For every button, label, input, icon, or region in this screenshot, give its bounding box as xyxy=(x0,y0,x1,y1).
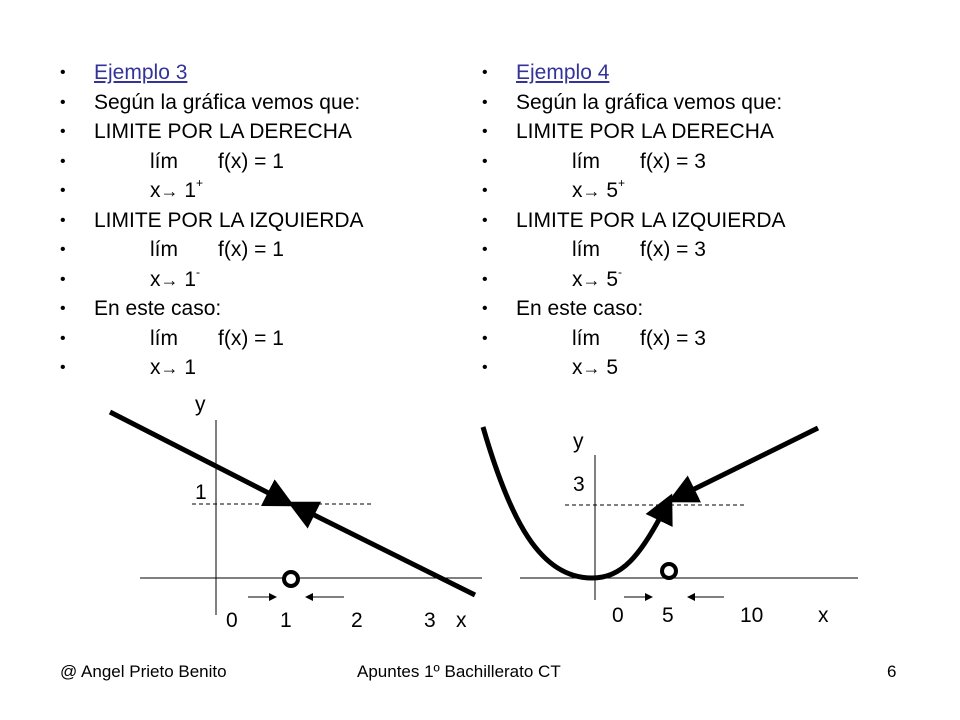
hole-marker xyxy=(284,572,298,586)
footer-author: @ Angel Prieto Benito xyxy=(60,662,227,681)
left-graph xyxy=(110,393,482,632)
x-var: x xyxy=(572,179,583,202)
case-text: En este caso: xyxy=(94,297,222,320)
bullet: • xyxy=(482,182,488,199)
bullet: • xyxy=(60,241,66,258)
approach-value: 5 xyxy=(606,267,619,291)
x-tick-label: 2 xyxy=(351,609,363,632)
lim-word: lím xyxy=(572,326,600,350)
footer-page-number: 6 xyxy=(887,662,897,681)
bullet: • xyxy=(482,241,488,258)
bullet: • xyxy=(60,152,66,170)
x-axis-label: x xyxy=(818,604,829,627)
example-title-link[interactable]: Ejemplo 3 xyxy=(94,61,188,84)
x-tick-label: 5 xyxy=(662,604,674,627)
right-arrow-icon: → xyxy=(582,269,601,290)
x-var: x xyxy=(572,356,583,379)
right-graph xyxy=(483,427,858,627)
example-title-link[interactable]: Ejemplo 4 xyxy=(516,61,610,84)
x-var: x xyxy=(150,356,161,379)
approach-value: 5 xyxy=(606,356,619,379)
approach-value: 5 xyxy=(606,179,619,202)
x-tick-label: 3 xyxy=(424,609,436,632)
left-limit-heading: LIMITE POR LA IZQUIERDA xyxy=(516,208,786,232)
x-var: x xyxy=(572,267,583,291)
intro-text: Según la gráfica vemos que: xyxy=(94,90,361,114)
bullet: • xyxy=(482,123,488,140)
x-tick-label: 0 xyxy=(226,609,238,632)
bullet: • xyxy=(482,359,488,376)
lim-word: lím xyxy=(150,238,178,261)
y-tick-label: 3 xyxy=(573,473,585,496)
right-limit-heading: LIMITE POR LA DERECHA xyxy=(94,120,352,143)
y-axis-label: y xyxy=(195,393,206,416)
bullet: • xyxy=(60,123,66,140)
bullet: • xyxy=(60,211,66,229)
bullet: • xyxy=(60,182,66,199)
right-arrow-icon: → xyxy=(160,269,179,290)
approach-value: 1 xyxy=(184,267,197,291)
limit-value: f(x) = 3 xyxy=(640,238,706,261)
bullet: • xyxy=(482,270,488,288)
approach-value: 1 xyxy=(184,356,197,379)
bullet: • xyxy=(482,93,488,111)
x-axis-label: x xyxy=(456,609,467,632)
lim-word: lím xyxy=(150,149,178,173)
x-var: x xyxy=(150,179,161,202)
bullet: • xyxy=(60,359,66,376)
limit-value: f(x) = 1 xyxy=(218,326,284,350)
intro-text: Según la gráfica vemos que: xyxy=(516,90,783,114)
x-tick-label: 0 xyxy=(612,604,624,627)
lim-word: lím xyxy=(150,326,178,350)
x-var: x xyxy=(150,267,161,291)
bullet: • xyxy=(60,64,66,81)
bullet: • xyxy=(60,270,66,288)
approach-sign: - xyxy=(618,264,623,279)
bullet: • xyxy=(60,93,66,111)
function-line-right-branch xyxy=(672,428,818,500)
limit-value: f(x) = 3 xyxy=(640,326,706,350)
right-limit-heading: LIMITE POR LA DERECHA xyxy=(516,120,774,143)
case-text: En este caso: xyxy=(516,297,644,320)
right-arrow-icon: → xyxy=(582,181,601,201)
right-arrow-icon: → xyxy=(582,358,601,378)
hole-marker xyxy=(662,564,676,578)
bullet: • xyxy=(482,329,488,347)
y-tick-label: 1 xyxy=(195,481,207,504)
bullet: • xyxy=(482,211,488,229)
approach-sign: - xyxy=(196,264,201,279)
bullet: • xyxy=(482,300,488,317)
x-tick-label: 10 xyxy=(740,604,764,627)
bullet: • xyxy=(60,300,66,317)
limit-value: f(x) = 1 xyxy=(218,238,284,261)
approach-sign: + xyxy=(618,176,626,190)
bullet: • xyxy=(482,64,488,81)
function-line-right-branch xyxy=(292,504,475,595)
y-axis-label: y xyxy=(573,430,584,453)
left-limit-heading: LIMITE POR LA IZQUIERDA xyxy=(94,208,364,232)
limit-value: f(x) = 3 xyxy=(640,149,706,173)
limit-value: f(x) = 1 xyxy=(218,149,284,173)
footer-course: Apuntes 1º Bachillerato CT xyxy=(357,662,561,681)
bullet: • xyxy=(482,152,488,170)
right-arrow-icon: → xyxy=(160,358,179,378)
lim-word: lím xyxy=(572,238,600,261)
right-arrow-icon: → xyxy=(160,181,179,201)
x-tick-label: 1 xyxy=(280,609,292,632)
lim-word: lím xyxy=(572,149,600,173)
bullet: • xyxy=(60,329,66,347)
approach-value: 1 xyxy=(184,179,197,202)
approach-sign: + xyxy=(196,176,204,190)
